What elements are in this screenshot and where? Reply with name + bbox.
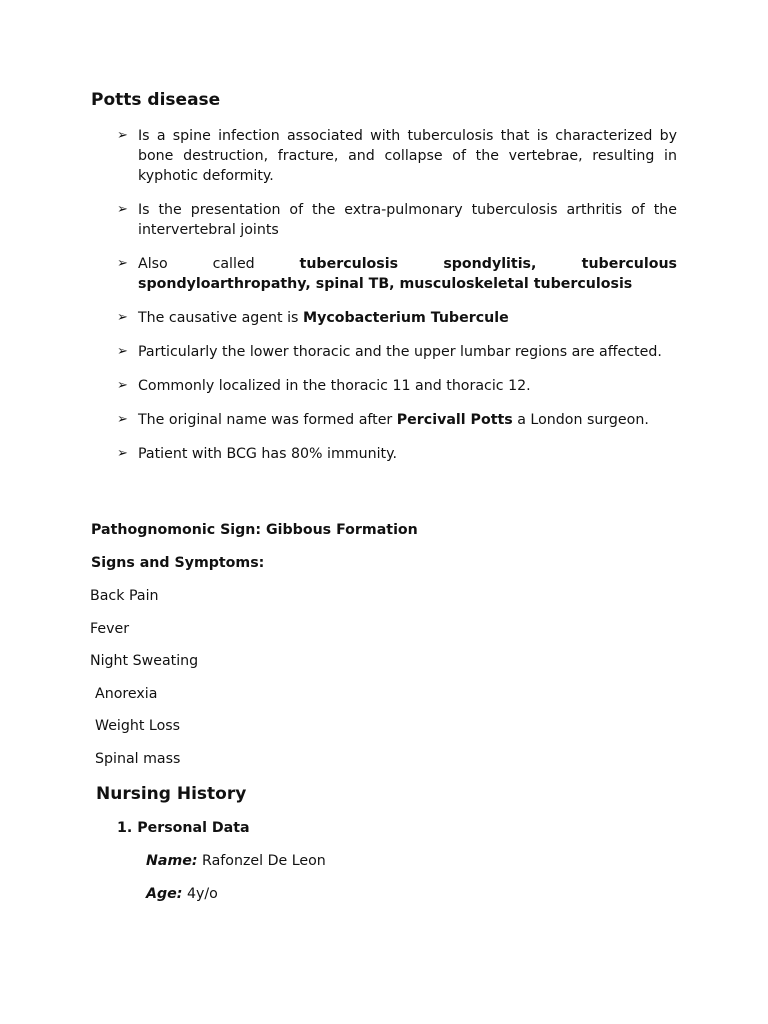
age-field (146, 884, 218, 904)
pathognomonic-sign: Pathognomonic Sign: Gibbous Formation (91, 522, 418, 538)
arrow-bullet-icon: ➢ (117, 128, 128, 143)
bullet-text: Commonly localized in the thoracic 11 and thoracic 12. (138, 378, 531, 394)
arrow-bullet-icon: ➢ (117, 310, 128, 325)
name-value: Rafonzel De Leon (202, 853, 326, 869)
arrow-bullet-icon: ➢ (117, 202, 128, 217)
bullet-text: Is the presentation of the extra-pulmonary tuberculosis arthritis of the intervertebral joints (138, 202, 677, 238)
bullet-bold-text: tuberculosis spondylitis, tuberculous spondyloarthropathy, spinal TB, musculoskeletal tuberculosis (138, 256, 677, 292)
arrow-bullet-icon: ➢ (117, 446, 128, 461)
bullet-list (117, 126, 677, 464)
bullet-item (117, 254, 677, 294)
symptom-item: Weight Loss (95, 718, 181, 734)
arrow-bullet-icon: ➢ (117, 412, 128, 427)
arrow-bullet-icon: ➢ (117, 256, 128, 271)
bullet-text: The original name was formed after (138, 412, 397, 428)
bullet-bold-text: Mycobacterium Tubercule (302, 310, 509, 326)
bullet-item (117, 410, 677, 430)
bullet-text: a London surgeon. (512, 412, 649, 428)
bullet-text: Also called (138, 256, 300, 272)
age-value: 4y/o (186, 886, 218, 902)
bullet-item (117, 444, 677, 464)
bullet-item (117, 308, 677, 328)
numbered-item-personal-data: 1. Personal Data (117, 820, 250, 836)
name-label: Name: (146, 853, 198, 869)
section-heading-nursing-history: Nursing History (96, 784, 247, 804)
age-label: Age: (146, 886, 183, 902)
symptom-item: Fever (90, 621, 130, 637)
bullet-item (117, 200, 677, 240)
bullet-text: The causative agent is (138, 310, 303, 326)
signs-heading: Signs and Symptoms: (91, 555, 265, 571)
bullet-text: Particularly the lower thoracic and the upper lumbar regions are affected. (138, 344, 662, 360)
page-title: Potts disease (91, 90, 221, 110)
bullet-text: Patient with BCG has 80% immunity. (138, 446, 397, 462)
arrow-bullet-icon: ➢ (117, 378, 128, 393)
bullet-item (117, 342, 677, 362)
bullet-item (117, 126, 677, 186)
name-field (146, 851, 326, 871)
bullet-item (117, 376, 677, 396)
symptom-item: Back Pain (90, 588, 159, 604)
symptom-item: Anorexia (95, 686, 158, 702)
bullet-text: Is a spine infection associated with tuberculosis that is characterized by bone destruction, fracture, and collapse of the vertebrae, resulting in kyphotic deformity. (138, 128, 677, 184)
bullet-bold-text: Percivall Potts (396, 412, 513, 428)
symptom-item: Night Sweating (90, 653, 199, 669)
arrow-bullet-icon: ➢ (117, 344, 128, 359)
symptom-item: Spinal mass (95, 751, 181, 767)
